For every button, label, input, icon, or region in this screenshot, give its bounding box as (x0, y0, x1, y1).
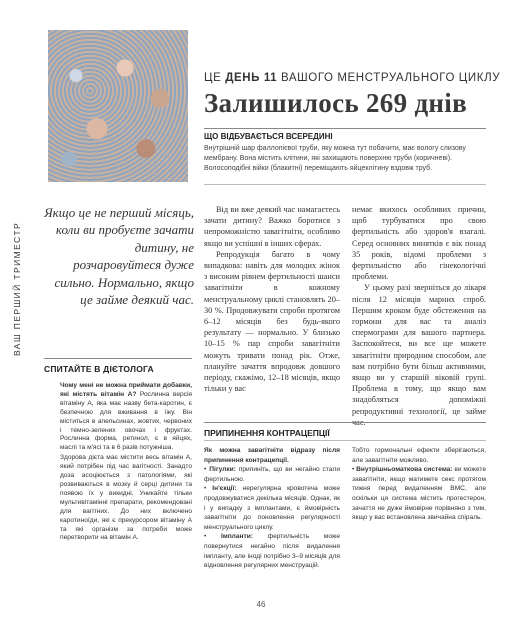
implant-text: фертильність може повернутися негайно після видалення імпланту, але іноді потрібно 3–9 місяців для відновлення регулярних менструацій. (204, 533, 341, 570)
contraception-item-iud: • Внутрішньоматкова система: ви можете завагітніти, якщо матимете секс протягом тижня перед видаленням ВМС, але оскільки ця система містить прогестерон, зачаття не дуже ймовірне порівняно з тим, якщо у вас встановлена звичайна спіраль. (352, 466, 486, 522)
dietitian-heading: СПИТАЙТЕ В ДІЄТОЛОГА (44, 364, 154, 374)
contraception-subdivider (204, 440, 486, 441)
side-section-label: ВАШ ПЕРШИЙ ТРИМЕСТР (12, 221, 22, 356)
dietitian-answer-2: Здорова дієта має містити весь вітамін А, який потрібен під час вагітності. Занадто доза асоціюється з патологіями, які розвиваються в мозку й серці дитини та появою їх у викидні. Уникайте тільки мультивітамінні препарати, рекомендовані для вагітних. До них включено каротиноїди, які є прекурсором вітаміну А та які організм за потреби може перетворити на вітамін А. (60, 454, 192, 542)
contraception-column-left (204, 446, 340, 571)
fallopian-tube-micrograph (48, 30, 188, 182)
eyebrow-day: ДЕНЬ 11 (225, 72, 278, 84)
dietitian-answer-1-text: Рослинна версія вітаміну А, яка має назву бета-каротин, є безпечною для вживання в їжу. Він міститься в апельсинах, жовтих, червоних і темно-зелених овочах і фруктах. Рослинна форма, ретинол, є в яйцях, маслі та м'ясі та в 6 разів потужніша. (60, 390, 192, 452)
body-column-right (352, 204, 486, 428)
dietitian-question: Чому мені не можна приймати добавки, які містять вітамін А? (60, 382, 192, 398)
dietitian-answer-1 (60, 382, 192, 453)
body-paragraph: Репродукція багато в чому випадкова: навіть для молодих жінок з високим рівнем фертильності шанси завагітніти в кожному менструальному циклі становлять 20–30 %. Продовжувати спроби протягом 6–12 місяців без будь-якого результату — нормально. У близько 10–15 % пар спроби завагітніти можуть тривати понад рік. Отже, плануйте зачаття впродовж довшого періоду, скажімо, 12–18 місяців, якщо тільки у вас (204, 249, 340, 394)
contraception-heading: ПРИПИНЕННЯ КОНТРАЦЕПЦІЇ (204, 428, 330, 438)
body-paragraph: немає якихось особливих причин, щоб турбуватися про свою фертильність або здоров'я взагалі. Серед основних винятків є вік понад 35 років, відомі проблеми з фертильністю або гінекологічні проблеми. (352, 205, 486, 282)
contraception-column-right (352, 446, 486, 523)
contraception-intro (204, 446, 340, 465)
contraception-intro-text: Як можна завагітніти відразу після припинення контрацепції. (204, 447, 340, 464)
body-paragraph: У цьому разі зверніться до лікаря після 12 місяців марних спроб. Першим кроком буде обстеження на гормони для вас та аналіз спермограми для вашого партнера. Заспокойтеся, ви все ще можете завагітніти природним способом, але вам потрібно бути більш активними, якщо ви у старшій віковій групі. Проблема в тому, що якщо вам знадобляться допоміжні репродуктивні технології, це займе (352, 283, 486, 416)
sidebar-divider (44, 358, 192, 359)
body-column-middle (204, 204, 340, 394)
dietitian-text (60, 382, 192, 544)
contraception-right-text: Тобто гормональні ефекти зберігаються, але завагітніти можливо. (352, 447, 486, 464)
page-number: 46 (256, 600, 266, 609)
injection-label: Ін'єкції: (212, 485, 237, 493)
contraception-divider (204, 422, 486, 423)
iud-label: Внутрішньоматкова система: (356, 466, 453, 474)
contraception-item-implant: • Імпланти: фертильність може повернутися негайно після видалення імпланту, але іноді потрібно 3–9 місяців для відновлення регулярних менструацій. (204, 533, 341, 570)
implant-label: Імпланти: (220, 533, 253, 541)
contraception-item-pills: • Пігулки: припиніть, що ви негайно стали фертильною. (204, 466, 340, 483)
inside-heading: ЩО ВІДБУВАЄТЬСЯ ВСЕРЕДИНІ (204, 132, 333, 141)
body-paragraph: Від ви вже деякий час намагаєтесь зачати дитину? Важко боротися з непрoможністю завагітніти, особливо якщо ви успішні в інших сферах. (204, 205, 340, 248)
inside-text: Внутрішній шар фаллопієвої труби, яку можна тут побачити, має вологу слизову мембрану. Вона містить клітини, які захищають поверхню труби (коричневі). Волосоподібні війки (блакитні) переміщають яйцеклітину вздовж труб. (204, 145, 466, 172)
injection-text: нерегулярна кровотеча може продовжуватися декілька місяців. Однак, як і у випадку з імплантами, є ймовірність завагітніти до поновлення регулярності менструального циклу. (204, 485, 340, 531)
iud-text: ви можете завагітніти, якщо матимете секс протягом тижня перед видаленням ВМС, але оскільки ця система містить прогестерон, зачаття не дуже ймовірне порівняно з тим, якщо у вас встановлена звичайна спіраль. (352, 466, 486, 522)
day-eyebrow (204, 72, 500, 84)
eyebrow-prefix: ЦЕ (204, 72, 226, 84)
eyebrow-suffix: ВАШОГО МЕНСТРУАЛЬНОГО ЦИКЛУ (277, 72, 501, 84)
pills-text: припиніть, що ви негайно стали фертильною. (204, 466, 340, 483)
pull-quote: Якщо це не перший місяць, коли ви пробуєте зачати дитину, не розчаровуйтеся дуже сильно. Нормально, якщо це займе деякий час. (44, 205, 194, 308)
page-title: Залишилось 269 днів (204, 88, 467, 118)
title-divider (204, 128, 486, 129)
pills-label: Пігулки: (209, 466, 236, 474)
inside-divider (204, 184, 486, 185)
contraception-item-injection: • Ін'єкції: нерегулярна кровотеча може продовжуватися декілька місяців. Однак, як і у випадку з імплантами, є ймовірність завагітніти до поновлення регулярності менструального циклу. (204, 485, 340, 531)
